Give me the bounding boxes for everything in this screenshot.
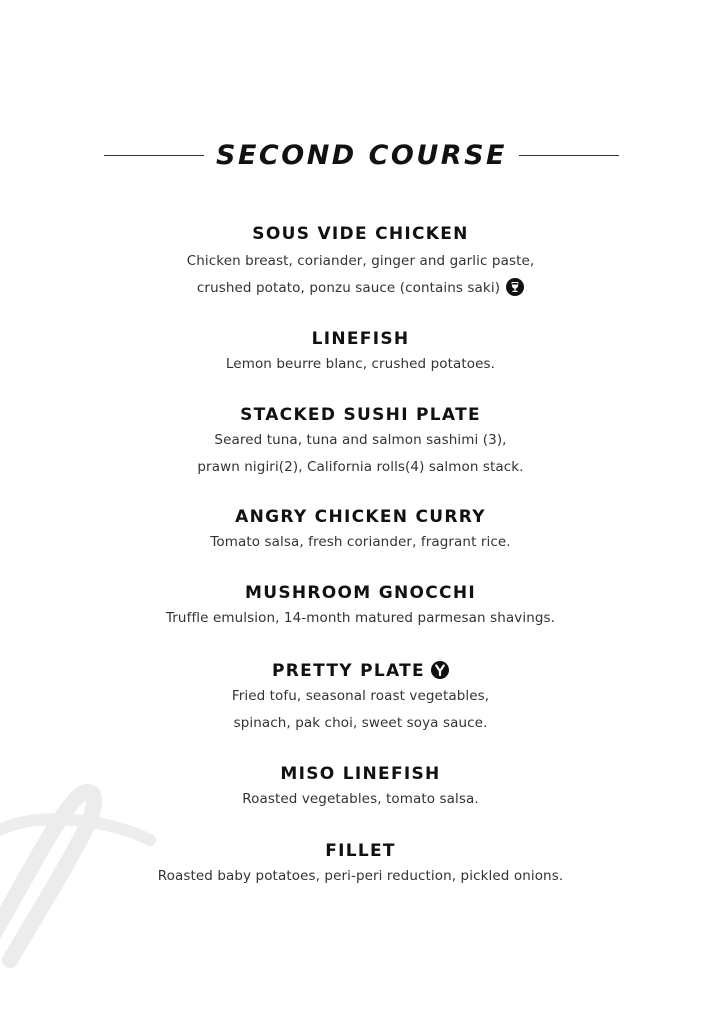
heading-rule-right: [519, 155, 619, 156]
description-line: Truffle emulsion, 14-month matured parmesan shavings.: [165, 610, 556, 626]
dish-name: LINEFISH: [311, 329, 410, 349]
description-line: Seared tuna, tuna and salmon sashimi (3),: [214, 432, 507, 448]
description-line: Lemon beurre blanc, crushed potatoes.: [225, 356, 496, 372]
description-line: prawn nigiri(2), California rolls(4) salmon stack.: [197, 459, 524, 475]
dish-description: [0, 529, 721, 556]
page-title: SECOND COURSE: [216, 139, 507, 171]
menu-item-linefish: [0, 327, 721, 378]
description-line: Roasted baby potatoes, peri-peri reduction, pickled onions.: [157, 868, 564, 884]
description-line: Roasted vegetables, tomato salsa.: [242, 791, 479, 807]
menu-item-sous-vide-chicken: [0, 222, 721, 302]
dish-description: [0, 248, 721, 302]
dish-description: [0, 863, 721, 890]
dish-description: [0, 351, 721, 378]
menu-item-angry-chicken-curry: [0, 505, 721, 556]
dish-description: [0, 683, 721, 737]
dish-name: STACKED SUSHI PLATE: [240, 405, 481, 425]
dish-name: SOUS VIDE CHICKEN: [252, 224, 469, 244]
dish-name: FILLET: [325, 841, 396, 861]
description-line-text: crushed potato, ponzu sauce (contains saki): [196, 280, 501, 296]
menu-item-stacked-sushi-plate: [0, 403, 721, 481]
menu-item-fillet: [0, 839, 721, 890]
wine-glass-icon: [506, 278, 524, 296]
description-line-with-icon: [0, 275, 721, 302]
menu-item-pretty-plate: [0, 659, 721, 737]
dish-name: MISO LINEFISH: [280, 764, 441, 784]
menu-item-mushroom-gnocchi: [0, 581, 721, 632]
description-line: Fried tofu, seasonal roast vegetables,: [231, 688, 490, 704]
description-line: Tomato salsa, fresh coriander, fragrant rice.: [210, 534, 511, 550]
course-heading: [104, 135, 619, 175]
dish-description: [0, 427, 721, 481]
dish-description: [0, 605, 721, 632]
dish-name: PRETTY PLATE: [272, 661, 425, 681]
vegetarian-icon: [431, 661, 449, 679]
heading-rule-left: [104, 155, 204, 156]
dish-description: [0, 786, 721, 813]
dish-name: MUSHROOM GNOCCHI: [245, 583, 476, 603]
dish-name: ANGRY CHICKEN CURRY: [235, 507, 486, 527]
description-line: Chicken breast, coriander, ginger and garlic paste,: [186, 253, 535, 269]
dish-name-row: [272, 659, 449, 683]
menu-item-miso-linefish: [0, 762, 721, 813]
description-line: spinach, pak choi, sweet soya sauce.: [233, 715, 488, 731]
